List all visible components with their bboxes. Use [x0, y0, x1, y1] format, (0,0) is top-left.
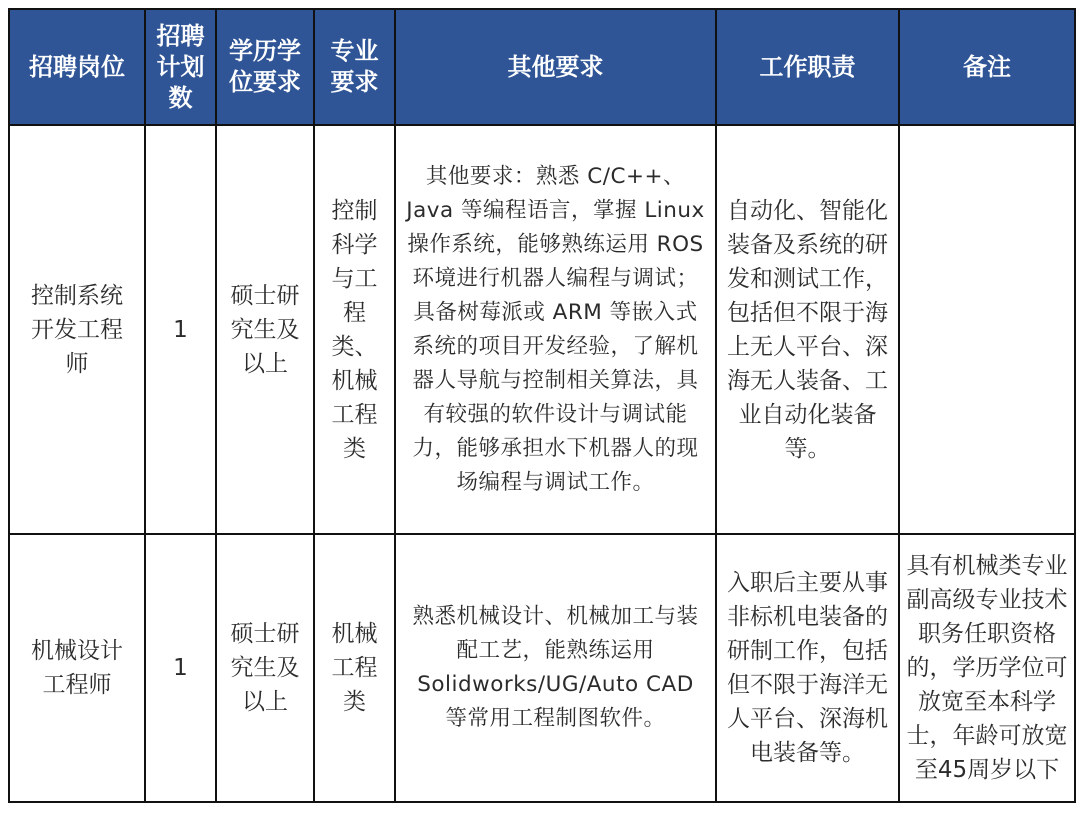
cell-degree: 硕士研究生及以上 — [216, 125, 314, 534]
cell-major: 机械工程类 — [314, 534, 395, 802]
header-major-line: 专业 — [330, 37, 379, 65]
cell-other: 其他要求：熟悉 C/C++、Java 等编程语言，掌握 Linux 操作系统，能够熟练运用 ROS 环境进行机器人编程与调试；具备树莓派或 ARM 等嵌入式系统的项目开发经验，了解机器人导航与控制相关算法，具有较强的软件设计与调试能力，能够承担水下机器人的现场编程与调试工作。 — [395, 125, 716, 534]
cell-count: 1 — [145, 125, 216, 534]
cell-other: 熟悉机械设计、机械加工与装配工艺，能熟练运用 Solidworks/UG/Auto CAD 等常用工程制图软件。 — [395, 534, 716, 802]
cell-position: 机械设计工程师 — [9, 534, 145, 802]
header-count-line: 招聘 — [156, 21, 205, 50]
cell-position: 控制系统开发工程师 — [9, 125, 145, 534]
table-row — [9, 534, 1075, 802]
header-count-line: 计划 — [156, 52, 205, 81]
cell-duty: 入职后主要从事非标机电装备的研制工作，包括但不限于海洋无人平台、深海机电装备等。 — [716, 534, 899, 802]
header-note: 备注 — [899, 9, 1075, 125]
header-major-line: 要求 — [330, 68, 379, 96]
header-row — [9, 9, 1075, 125]
cell-duty: 自动化、智能化装备及系统的研发和测试工作，包括但不限于海上无人平台、深海无人装备、工业自动化装备等。 — [716, 125, 899, 534]
cell-note — [899, 125, 1075, 534]
header-degree — [216, 9, 314, 125]
header-major — [314, 9, 395, 125]
header-duty: 工作职责 — [716, 9, 899, 125]
header-degree-line: 位要求 — [229, 68, 301, 96]
cell-degree: 硕士研究生及以上 — [216, 534, 314, 802]
recruitment-table — [8, 8, 1076, 803]
table-row — [9, 125, 1075, 534]
header-other: 其他要求 — [395, 9, 716, 125]
header-degree-line: 学历学 — [229, 37, 301, 65]
header-position: 招聘岗位 — [9, 9, 145, 125]
cell-note: 具有机械类专业副高级专业技术职务任职资格的，学历学位可放宽至本科学士，年龄可放宽至45周岁以下 — [899, 534, 1075, 802]
header-count-line: 数 — [168, 83, 193, 112]
header-count — [145, 9, 216, 125]
cell-major: 控制科学与工程类、机械工程类 — [314, 125, 395, 534]
cell-count: 1 — [145, 534, 216, 802]
